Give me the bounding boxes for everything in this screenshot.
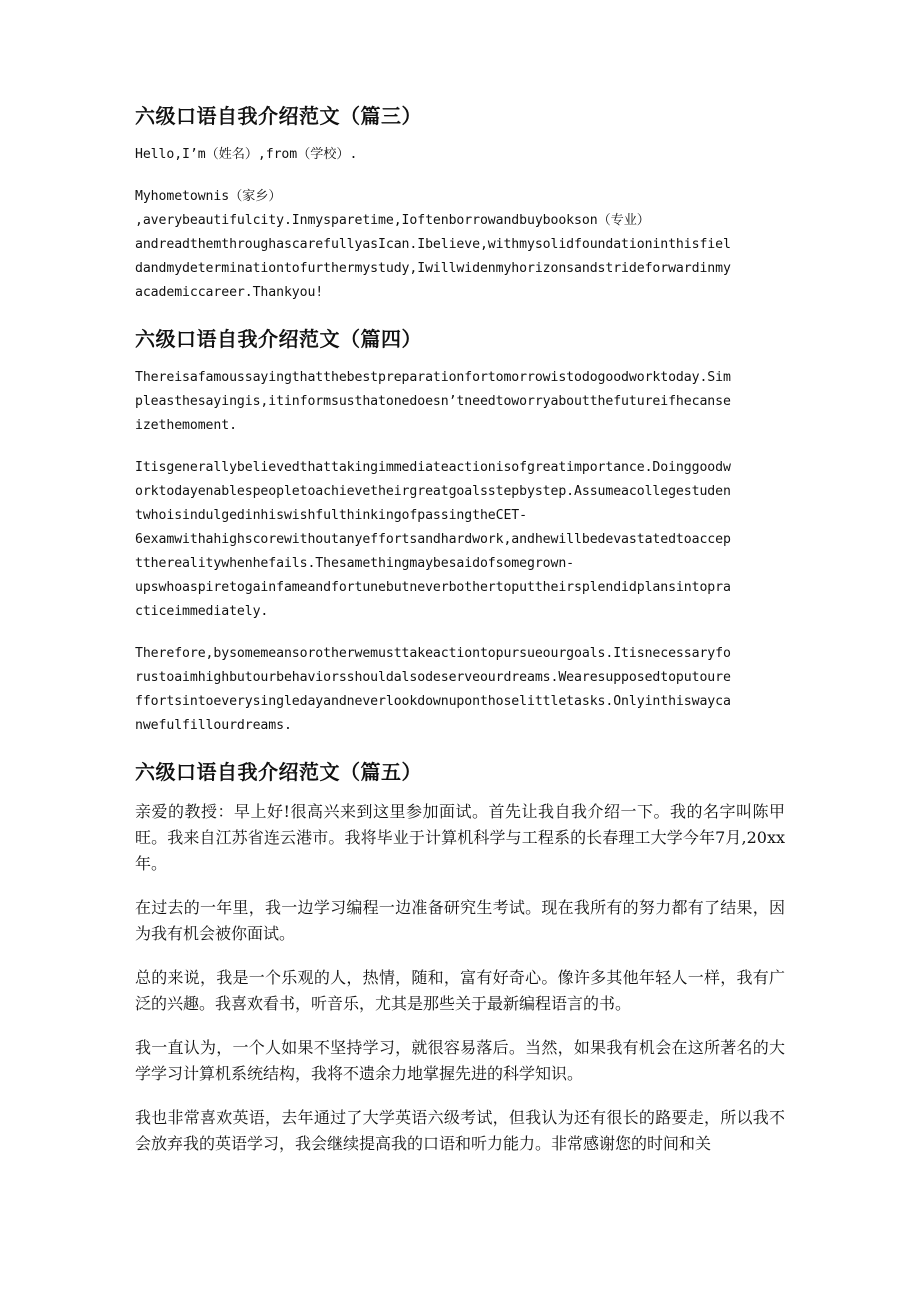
text-line: rustoaimhighbutourbehaviorsshouldalsodeserveourdreams.Wearesupposedtoputoure xyxy=(135,670,731,685)
text-line: 6examwithahighscorewithoutanyeffortsandhardwork,andhewillbedevastatedtoaccep xyxy=(135,532,731,547)
section-5 xyxy=(135,756,785,1157)
section-title: 六级口语自我介绍范文（篇五） xyxy=(135,760,422,784)
text-line: Therefore,bysomemeansorotherwemusttakeactiontopursueourgoals.Itisnecessaryfo xyxy=(135,646,731,661)
paragraph: 在过去的一年里，我一边学习编程一边准备研究生考试。现在我所有的努力都有了结果，因为我有机会被你面试。 xyxy=(135,898,785,943)
text-line: academiccareer.Thankyou! xyxy=(135,285,324,300)
text-line: Thereisafamoussayingthatthebestpreparationfortomorrowistodogoodworktoday.Sim xyxy=(135,370,731,385)
text-line: andreadthemthroughascarefullyasIcan.Ibelieve,withmysolidfoundationinthisfiel xyxy=(135,237,731,252)
paragraph: 我也非常喜欢英语，去年通过了大学英语六级考试，但我认为还有很长的路要走，所以我不会放弃我的英语学习，我会继续提高我的口语和听力能力。非常感谢您的时间和关 xyxy=(135,1108,785,1153)
text-line: upswhoaspiretogainfameandfortunebutneverbothertoputtheirsplendidplansintopra xyxy=(135,580,731,595)
paragraph xyxy=(135,456,785,624)
paragraph xyxy=(135,642,785,738)
text-line: Myhometownis（家乡） xyxy=(135,189,282,204)
text-line: izethemoment. xyxy=(135,418,237,433)
paragraph: 总的来说，我是一个乐观的人，热情，随和，富有好奇心。像许多其他年轻人一样，我有广泛的兴趣。我喜欢看书，听音乐，尤其是那些关于最新编程语言的书。 xyxy=(135,968,785,1013)
section-4 xyxy=(135,323,785,738)
text-line: dandmydeterminationtofurthermystudy,Iwillwidenmyhorizonsandstrideforwardinmy xyxy=(135,261,731,276)
text-line: nwefulfillourdreams. xyxy=(135,718,292,733)
section-title: 六级口语自我介绍范文（篇三） xyxy=(135,104,422,128)
text-line: ttherealitywhenhefails.Thesamethingmaybesaidofsomegrown- xyxy=(135,556,575,571)
text-line: ffortsintoeverysingledayandneverlookdownuponthoselittletasks.Onlyinthiswayca xyxy=(135,694,731,709)
document-page xyxy=(135,100,785,1175)
paragraph xyxy=(135,143,785,167)
paragraph xyxy=(135,366,785,438)
text-line: Hello,I’m（姓名）,from（学校）. xyxy=(135,147,358,162)
text-line: ,averybeautifulcity.Inmysparetime,Ioftenborrowandbuybookson（专业） xyxy=(135,213,650,228)
section-title: 六级口语自我介绍范文（篇四） xyxy=(135,327,422,351)
text-line: orktodayenablespeopletoachievetheirgreatgoalsstepbystep.Assumeacollegestuden xyxy=(135,484,731,499)
paragraph xyxy=(135,185,785,305)
text-line: twhoisindulgedinhiswishfulthinkingofpassingtheCET- xyxy=(135,508,527,523)
text-line: pleasthesayingis,itinformsusthatonedoesn’tneedtoworryaboutthefutureifhecanse xyxy=(135,394,731,409)
paragraph: 亲爱的教授：早上好!很高兴来到这里参加面试。首先让我自我介绍一下。我的名字叫陈甲旺。我来自江苏省连云港市。我将毕业于计算机科学与工程系的长春理工大学今年7月,20xx年。 xyxy=(135,802,785,873)
section-3 xyxy=(135,100,785,305)
text-line: Itisgenerallybelievedthattakingimmediateactionisofgreatimportance.Doinggoodw xyxy=(135,460,731,475)
text-line: cticeimmediately. xyxy=(135,604,269,619)
paragraph: 我一直认为，一个人如果不坚持学习，就很容易落后。当然，如果我有机会在这所著名的大学学习计算机系统结构，我将不遗余力地掌握先进的科学知识。 xyxy=(135,1038,785,1083)
